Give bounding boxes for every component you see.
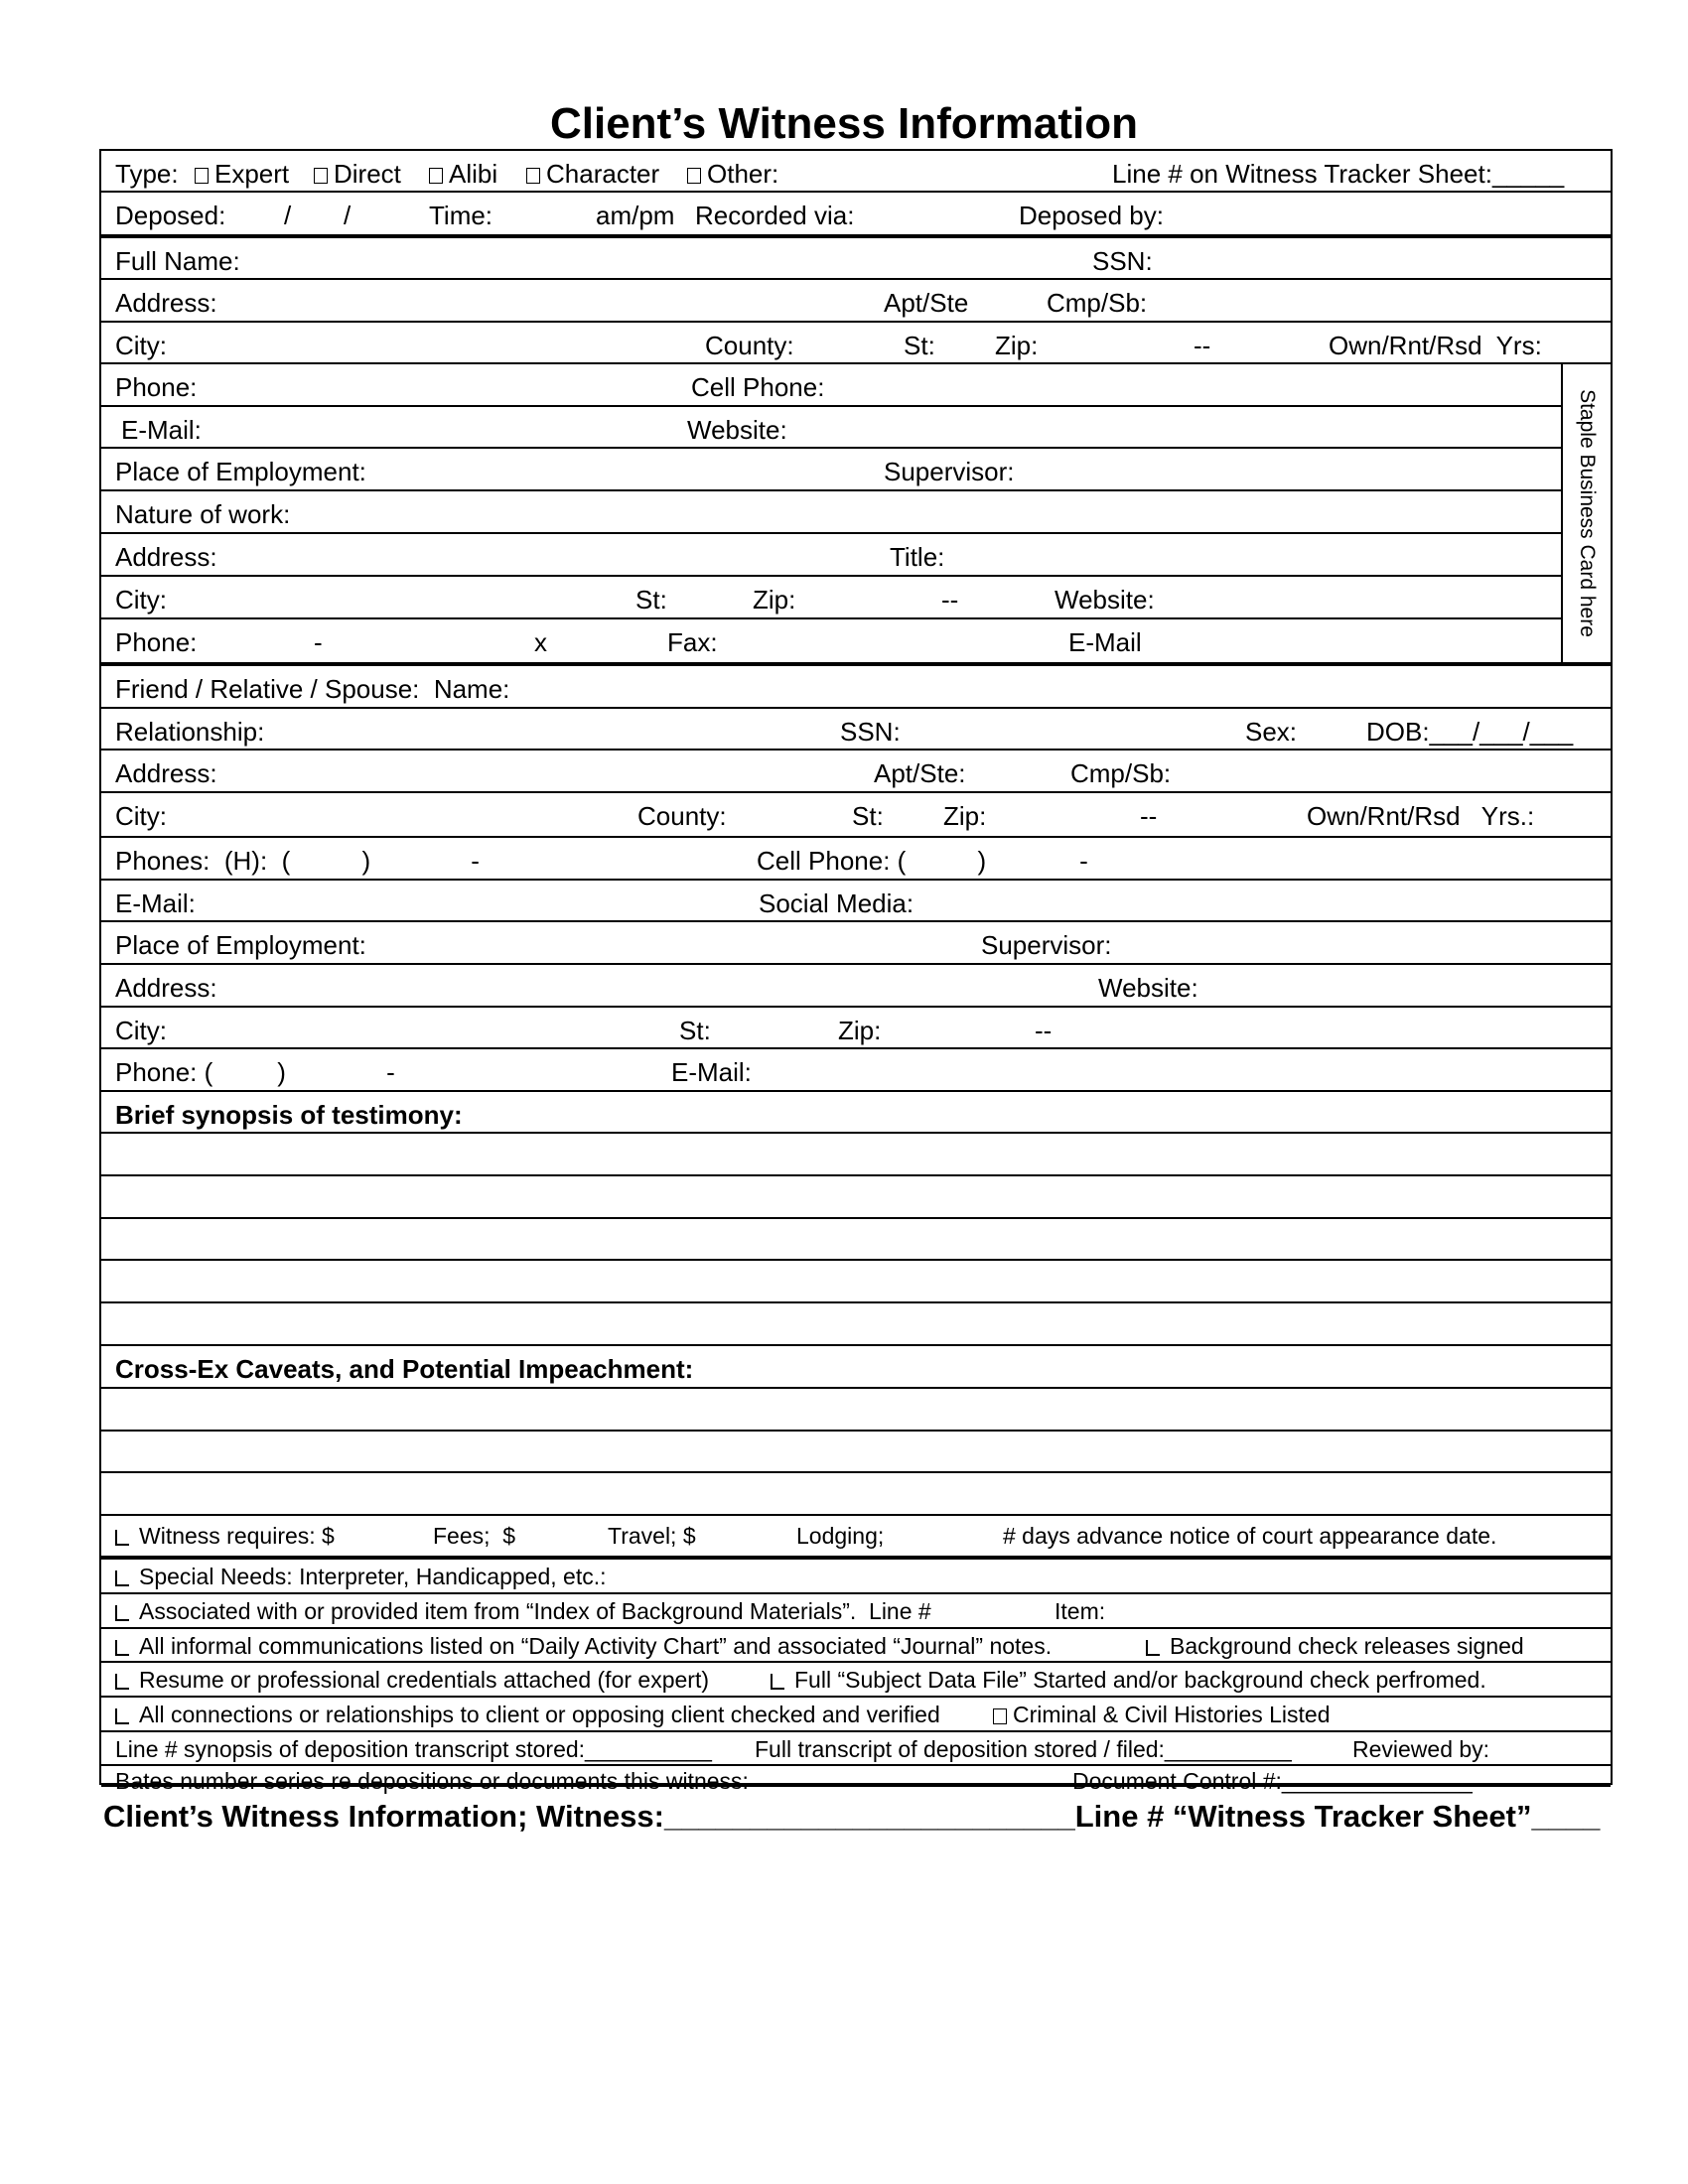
relative-emp-address-row [101,965,1611,1008]
resume-item[interactable]: Resume or professional credentials attached (for expert) [115,1667,709,1694]
connections-row [101,1698,1611,1732]
ssn-field[interactable]: SSN: [1092,246,1153,276]
criminal-civil-item[interactable]: Criminal & Civil Histories Listed [993,1702,1331,1728]
checkbox-icon[interactable] [115,1605,129,1621]
fax-field[interactable]: Fax: [667,627,718,657]
checkbox-icon[interactable] [1146,1640,1160,1656]
email-field[interactable]: E-Mail: [121,415,202,445]
employer-email-field[interactable]: E-Mail [1068,627,1142,657]
associated-item[interactable]: Associated with or provided item from “Index of Background Materials”. Line # [115,1598,931,1625]
relative-emp-zip-field[interactable]: Zip: [838,1016,882,1045]
supervisor-field[interactable]: Supervisor: [884,457,1015,486]
relative-county-field[interactable]: County: [637,801,727,831]
cell-phone-field[interactable]: Cell Phone: [691,372,825,402]
county-field[interactable]: County: [705,331,794,360]
relationship-field[interactable]: Relationship: [115,717,265,747]
background-releases-item[interactable]: Background check releases signed [1146,1633,1524,1660]
synopsis-heading: Brief synopsis of testimony: [115,1100,463,1130]
special-needs-row [101,1560,1611,1594]
employment-row [101,449,1563,491]
relative-emp-city-row [101,1008,1611,1049]
special-needs-item[interactable]: Special Needs: Interpreter, Handicapped, etc.: [115,1564,607,1590]
crossex-line[interactable] [101,1473,1611,1516]
type-alibi-option[interactable]: Alibi [429,159,497,190]
relative-city-field[interactable]: City: [115,801,167,831]
checkbox-icon[interactable] [771,1674,784,1690]
time-field[interactable]: Time: [429,201,493,230]
crossex-line[interactable] [101,1432,1611,1473]
footer-witness-line[interactable]: Client’s Witness Information; Witness:________________________Line # “Witness Tracker Sheet”____ [103,1799,1601,1834]
relative-address-row [101,751,1611,793]
type-label: Type: [115,159,179,189]
relative-emp-phone-field[interactable]: Phone: ( ) - [115,1057,395,1087]
employer-phone-row [101,619,1611,666]
costs-row [101,1516,1611,1560]
deposed-field[interactable]: Deposed: [115,201,226,230]
deposed-by-field[interactable]: Deposed by: [1019,201,1164,230]
document-control-field[interactable]: Document Control #:_______________ [1072,1768,1473,1794]
checkbox-icon[interactable] [526,168,540,184]
city-row [101,323,1611,364]
cmp-sb-field[interactable]: Cmp/Sb: [1047,288,1148,318]
checkbox-icon[interactable] [195,168,209,184]
relative-emp-email-field[interactable]: E-Mail: [671,1057,752,1087]
zip-dash: -- [1035,1016,1053,1045]
job-title-field[interactable]: Title: [890,542,945,572]
recorded-via-field[interactable]: Recorded via: [695,201,855,230]
relative-own-rent-field[interactable]: Own/Rnt/Rsd Yrs.: [1307,801,1535,831]
state-field[interactable]: St: [904,331,935,360]
type-character-option[interactable]: Character [526,159,659,190]
checkbox-icon[interactable] [993,1708,1007,1724]
employer-address-row [101,534,1563,577]
bates-number-field[interactable]: Bates number series re depositions or documents this witness: [115,1768,749,1794]
transcript-row [101,1732,1611,1766]
type-direct-option[interactable]: Direct [314,159,401,190]
relative-city-row [101,793,1611,838]
email-row [101,407,1563,449]
resume-row [101,1663,1611,1698]
synopsis-line[interactable] [101,1303,1611,1346]
travel-field[interactable]: Travel; $ [608,1523,696,1549]
deposed-row [101,193,1611,238]
checkbox-icon[interactable] [115,1530,129,1546]
social-media-field[interactable]: Social Media: [759,888,914,918]
address-row [101,280,1611,323]
type-other-option[interactable]: Other: [687,159,778,190]
relative-ssn-field[interactable]: SSN: [840,717,901,747]
page-title: Client’s Witness Information [549,99,1139,148]
associated-row [101,1594,1611,1629]
zip-dash: -- [941,585,959,614]
employment-field[interactable]: Place of Employment: [115,457,366,486]
relative-name-field[interactable]: Friend / Relative / Spouse: Name: [115,674,510,704]
relative-employment-row [101,922,1611,965]
checkbox-icon[interactable] [314,168,328,184]
checkbox-icon[interactable] [115,1640,129,1656]
date-slash: / [344,201,352,230]
relative-state-field[interactable]: St: [852,801,884,831]
employer-address-field[interactable]: Address: [115,542,217,572]
checkbox-icon[interactable] [429,168,443,184]
relative-address-field[interactable]: Address: [115,758,217,788]
witness-requires-field[interactable]: Witness requires: $ [115,1523,335,1550]
crossex-heading: Cross-Ex Caveats, and Potential Impeachment: [115,1354,694,1384]
informal-communications-item[interactable]: All informal communications listed on “Daily Activity Chart” and associated “Journal” notes. [115,1633,1052,1660]
apt-field[interactable]: Apt/Ste [884,288,969,318]
employer-city-field[interactable]: City: [115,585,167,614]
relative-emp-state-field[interactable]: St: [679,1016,711,1045]
line-synopsis-field[interactable]: Line # synopsis of deposition transcript stored:__________ [115,1736,712,1762]
connections-item[interactable]: All connections or relationships to client or opposing client checked and verified [115,1702,940,1728]
business-card-note: Staple Business Card here [1576,389,1599,637]
city-field[interactable]: City: [115,331,167,360]
relationship-row [101,709,1611,751]
full-name-row [101,238,1611,280]
relative-emp-address-field[interactable]: Address: [115,973,217,1003]
witness-form [99,149,1613,1794]
business-card-area [1561,364,1611,662]
phone-field[interactable]: Phone: [115,372,198,402]
phone-row [101,364,1563,407]
fees-field[interactable]: Fees; $ [433,1523,516,1549]
zip-dash: -- [1140,801,1158,831]
crossex-line[interactable] [101,1389,1611,1432]
relative-cell-field[interactable]: Cell Phone: ( ) - [757,846,1088,876]
sex-field[interactable]: Sex: [1245,717,1298,747]
informal-row [101,1629,1611,1663]
relative-website-field[interactable]: Website: [1098,973,1198,1003]
employer-city-row [101,577,1563,619]
crossex-heading-row [101,1346,1611,1389]
full-transcript-field[interactable]: Full transcript of deposition stored / filed:__________ [755,1736,1292,1762]
checkbox-icon[interactable] [115,1708,129,1724]
phone-dash: - [314,627,323,657]
checkbox-icon[interactable] [115,1570,129,1586]
relative-supervisor-field[interactable]: Supervisor: [981,930,1112,960]
employer-website-field[interactable]: Website: [1055,585,1155,614]
checkbox-icon[interactable] [115,1674,129,1690]
relative-cmp-field[interactable]: Cmp/Sb: [1070,758,1172,788]
checkbox-icon[interactable] [687,168,701,184]
dob-field[interactable]: DOB:___/___/___ [1366,717,1574,747]
full-name-field[interactable]: Full Name: [115,246,240,276]
synopsis-line[interactable] [101,1176,1611,1219]
nature-row [101,491,1563,534]
type-row [101,151,1611,193]
own-rent-field[interactable]: Own/Rnt/Rsd Yrs: [1329,331,1542,360]
type-expert-option[interactable]: Expert [195,159,289,190]
relative-email-row [101,881,1611,922]
relative-zip-field[interactable]: Zip: [943,801,987,831]
employer-state-field[interactable]: St: [635,585,667,614]
zip-field[interactable]: Zip: [995,331,1039,360]
nature-of-work-field[interactable]: Nature of work: [115,499,291,529]
zip-dash: -- [1194,331,1211,360]
advance-notice-field[interactable]: # days advance notice of court appearance date. [1003,1523,1497,1549]
synopsis-line[interactable] [101,1219,1611,1261]
reviewed-by-field[interactable]: Reviewed by: [1352,1736,1490,1762]
relative-emp-city-field[interactable]: City: [115,1016,167,1045]
relative-apt-field[interactable]: Apt/Ste: [874,758,966,788]
employer-zip-field[interactable]: Zip: [753,585,796,614]
relative-emp-phone-row [101,1049,1611,1092]
synopsis-line[interactable] [101,1134,1611,1176]
synopsis-line[interactable] [101,1261,1611,1303]
lodging-field[interactable]: Lodging; [796,1523,885,1549]
synopsis-heading-row [101,1092,1611,1134]
relative-employment-field[interactable]: Place of Employment: [115,930,366,960]
relative-name-row [101,666,1611,709]
relative-email-field[interactable]: E-Mail: [115,888,196,918]
relative-phones-row [101,838,1611,881]
extension-label: x [534,627,547,657]
date-slash: / [284,201,292,230]
line-tracker-field[interactable]: Line # on Witness Tracker Sheet:_____ [1112,159,1565,189]
subject-data-file-item[interactable]: Full “Subject Data File” Started and/or background check perfromed. [771,1667,1486,1694]
bates-row [101,1766,1611,1794]
ampm-label: am/pm [596,201,675,230]
website-field[interactable]: Website: [687,415,787,445]
address-field[interactable]: Address: [115,288,217,318]
employer-phone-field[interactable]: Phone: [115,627,198,657]
home-phone-field[interactable]: Phones: (H): ( ) - [115,846,480,876]
associated-item-field[interactable]: Item: [1055,1598,1106,1624]
